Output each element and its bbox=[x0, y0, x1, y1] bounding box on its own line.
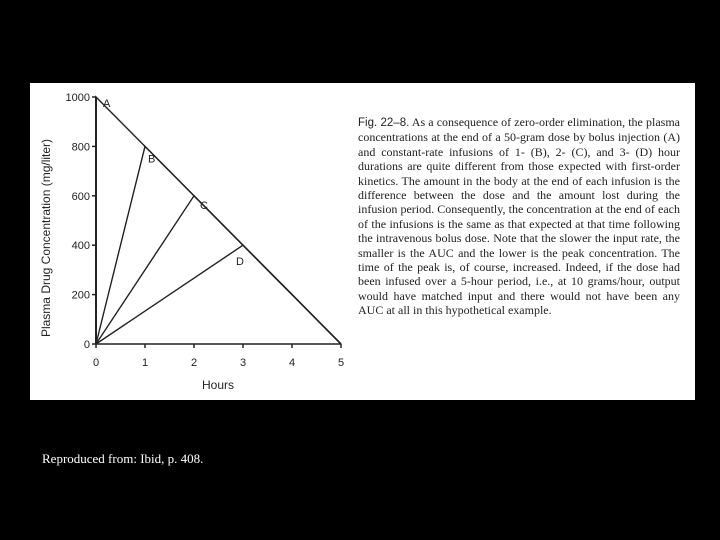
footer-credit: Reproduced from: Ibid, p. 408. bbox=[42, 451, 204, 466]
figure-caption-text: As a consequence of zero-order elimination, the plasma concentrations at the end of a 50-gram dose by bolus injection (A) and constant-rate infusions of 1- (B), 2- (C), and 3- (D) hour durations are quite different from those expected with first-order kinetics. The amount in the body at the end of each infusion is the difference between the dose and the amount lost during the infusion period. Consequently, the concentration at the end of each of the infusions is the same as that expected at that time following the intravenous bolus dose. Note that the slower the input rate, the smaller is the AUC and the lower is the peak concentration. The time of the peak is, of course, increased. Indeed, if the dose had been infused over a 5-hour period, i.e., at 10 grams/hour, output would have matched input and there would not have been any AUC at all in this hypothetical example. bbox=[358, 115, 680, 318]
y-tick-label: 0 bbox=[83, 339, 90, 351]
x-tick-label: 0 bbox=[92, 357, 100, 369]
x-tick-label: 3 bbox=[239, 357, 247, 369]
y-tick-label: 400 bbox=[71, 240, 90, 253]
series-line-c bbox=[96, 196, 341, 344]
x-tick-label: 1 bbox=[141, 357, 149, 369]
series-label-b: B bbox=[148, 153, 156, 166]
x-axis-title: Hours bbox=[201, 378, 235, 392]
y-tick-label: 800 bbox=[71, 141, 90, 154]
series-line-d bbox=[96, 245, 341, 344]
series-label-c: C bbox=[200, 199, 208, 212]
x-tick-label: 5 bbox=[337, 357, 345, 369]
x-tick-label: 2 bbox=[190, 357, 198, 369]
series-label-d: D bbox=[236, 256, 244, 269]
figure-caption-label: Fig. 22–8. bbox=[358, 117, 410, 129]
chart-labels bbox=[103, 98, 244, 268]
zero-order-chart bbox=[30, 83, 350, 400]
series-line-b bbox=[96, 146, 341, 344]
chart-series bbox=[96, 97, 341, 344]
series-label-a: A bbox=[103, 98, 111, 110]
figure-panel bbox=[30, 83, 695, 400]
figure-caption bbox=[358, 115, 680, 318]
y-axis-title: Plasma Drug Concentration (mg/liter) bbox=[39, 138, 53, 338]
y-tick-label: 1000 bbox=[65, 92, 90, 104]
y-tick-label: 600 bbox=[71, 190, 90, 203]
y-tick-label: 200 bbox=[71, 289, 90, 302]
x-tick-label: 4 bbox=[288, 357, 296, 369]
